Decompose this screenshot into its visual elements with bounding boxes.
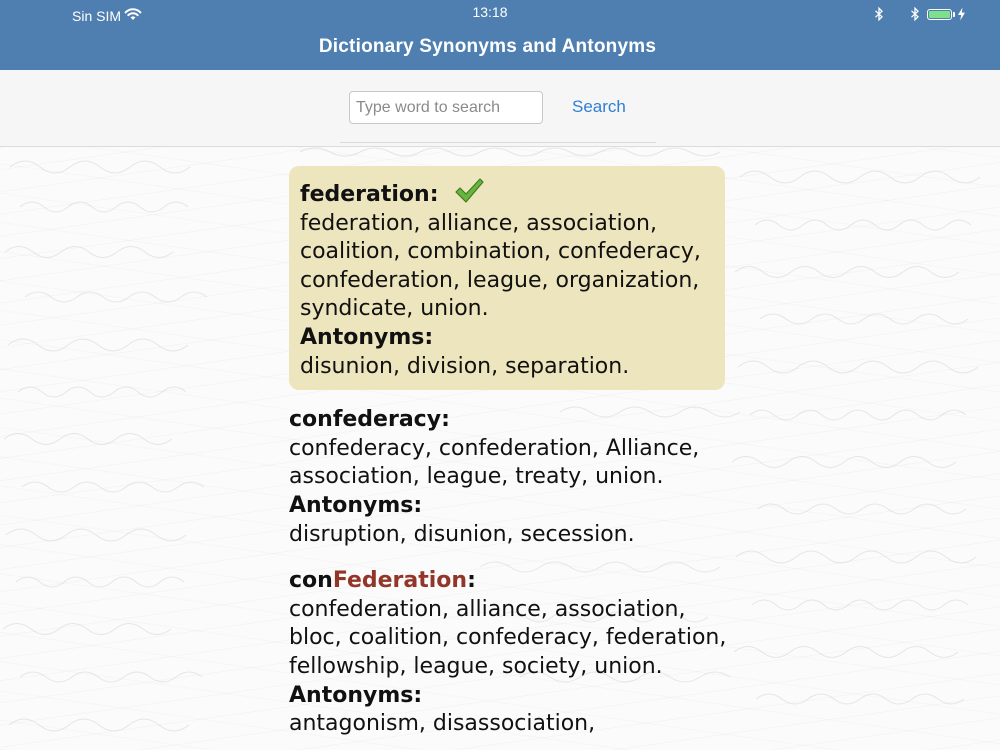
antonyms-text: disunion, division, separation.	[300, 353, 630, 379]
entry-headword-line	[289, 406, 729, 435]
search-bar	[0, 70, 1000, 147]
list-item[interactable]	[289, 166, 725, 390]
results-list	[289, 166, 729, 750]
charging-icon	[957, 7, 966, 21]
antonyms-text: disruption, disunion, secession.	[289, 521, 635, 547]
headword-colon: :	[441, 407, 450, 433]
entry-headword-line	[289, 567, 729, 596]
headword-colon: :	[429, 182, 439, 207]
battery-level	[929, 11, 950, 18]
antonyms-heading: Antonyms:	[300, 324, 434, 350]
antonyms-text: antagonism, disassociation,	[289, 711, 596, 737]
headword-prefix: con	[289, 568, 333, 594]
headword-colon: :	[467, 568, 476, 594]
status-bar	[0, 0, 1000, 26]
search-divider	[340, 142, 656, 143]
list-item[interactable]	[289, 567, 729, 739]
bluetooth-icon	[910, 7, 920, 21]
battery-icon	[927, 9, 952, 20]
synonyms-text: confederation, alliance, association, bloc, coalition, confederacy, federation, fellowship, league, society, union.	[289, 596, 727, 679]
checkmark-icon	[454, 178, 484, 204]
battery-nub	[953, 12, 955, 17]
synonyms-text: federation, alliance, association, coalition, combination, confederacy, confederation, league, organization, syndicate, union.	[300, 210, 701, 322]
bluetooth-icon	[874, 7, 884, 21]
search-button[interactable]: Search	[566, 95, 632, 119]
headword: federation	[300, 182, 430, 207]
results-area[interactable]	[0, 147, 1000, 750]
page-title: Dictionary Synonyms and Antonyms	[318, 36, 657, 57]
list-item[interactable]	[289, 406, 729, 549]
carrier-label: Sin SIM	[72, 8, 122, 24]
headword-match: Federation	[332, 568, 468, 594]
antonyms-heading: Antonyms:	[289, 492, 423, 518]
antonyms-heading: Antonyms:	[289, 682, 423, 708]
synonyms-text: confederacy, confederation, Alliance, association, league, treaty, union.	[289, 435, 700, 490]
status-time: 13:18	[472, 4, 508, 20]
navigation-bar	[0, 0, 1000, 70]
headword: confederacy	[289, 407, 442, 433]
entry-headword-line	[300, 178, 714, 210]
search-input[interactable]	[349, 91, 543, 124]
